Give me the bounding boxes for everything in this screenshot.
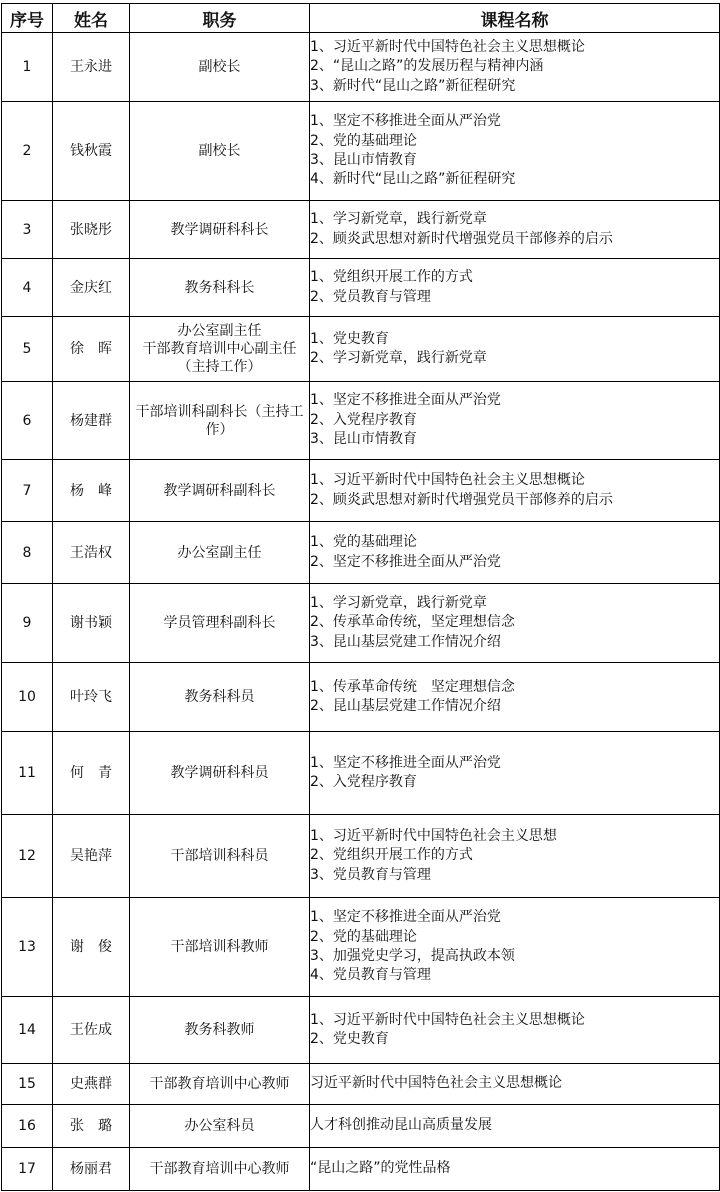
teacher-role-cell [130, 33, 310, 102]
teacher-name: 张 璐 [53, 1105, 130, 1148]
row-number: 12 [2, 815, 53, 898]
row-number: 16 [2, 1105, 53, 1148]
teacher-name: 杨 峰 [53, 460, 130, 522]
teacher-name: 叶玲飞 [53, 663, 130, 732]
course-item: 1、党史教育 [310, 330, 389, 347]
course-list [310, 317, 720, 382]
table-row [2, 584, 720, 663]
course-item: 2、党员教育与管理 [310, 288, 431, 305]
row-number: 3 [2, 201, 53, 259]
teacher-role-cell [130, 460, 310, 522]
teacher-name: 杨建群 [53, 382, 130, 460]
course-list [310, 815, 720, 898]
header-role: 职务 [130, 4, 310, 33]
course-roster-table [1, 3, 720, 1191]
header-row [2, 4, 720, 33]
course-item: 4、新时代“昆山之路”新征程研究 [310, 171, 516, 188]
course-item: 3、昆山基层党建工作情况介绍 [310, 633, 501, 650]
table-row [2, 33, 720, 102]
teacher-name: 王永进 [53, 33, 130, 102]
teacher-role: 副校长 [198, 143, 241, 159]
teacher-name: 钱秋霞 [53, 102, 130, 201]
teacher-name: 何 青 [53, 732, 130, 815]
course-item: 1、传承革命传统 坚定理想信念 [310, 678, 515, 695]
teacher-role-cell [130, 1105, 310, 1148]
course-item: 1、学习新党章，践行新党章 [310, 594, 487, 611]
table-row [2, 460, 720, 522]
course-list [310, 1148, 720, 1191]
course-list [310, 522, 720, 584]
table-row [2, 522, 720, 584]
teacher-name: 王佐成 [53, 997, 130, 1064]
row-number: 4 [2, 259, 53, 317]
row-number: 10 [2, 663, 53, 732]
course-item: 4、党员教育与管理 [310, 967, 431, 984]
teacher-role-cell [130, 382, 310, 460]
course-item: 1、习近平新时代中国特色社会主义思想概论 [310, 1011, 585, 1028]
teacher-role-cell [130, 997, 310, 1064]
table-row [2, 663, 720, 732]
course-item: 1、习近平新时代中国特色社会主义思想概论 [310, 38, 585, 55]
course-list [310, 663, 720, 732]
row-number: 2 [2, 102, 53, 201]
course-item: 人才科创推动昆山高质量发展 [310, 1117, 492, 1134]
table-row [2, 1148, 720, 1191]
row-number: 9 [2, 584, 53, 663]
table-row [2, 815, 720, 898]
course-list [310, 898, 720, 997]
course-item: 1、坚定不移推进全面从严治党 [310, 113, 501, 130]
course-item: 1、党的基础理论 [310, 534, 417, 551]
course-item: 2、传承革命传统，坚定理想信念 [310, 614, 515, 631]
course-item: 3、昆山市情教育 [310, 152, 417, 168]
table-row [2, 317, 720, 382]
header-no: 序号 [2, 4, 53, 33]
teacher-role: 副校长 [198, 59, 241, 75]
teacher-role: 教务科教师 [184, 1022, 255, 1038]
course-item: 2、坚定不移推进全面从严治党 [310, 553, 501, 570]
teacher-role: 干部教育培训中心教师 [149, 1076, 290, 1092]
course-list [310, 460, 720, 522]
teacher-role: 教务科科长 [184, 279, 255, 296]
table-row [2, 259, 720, 317]
course-item: 2、入党程序教育 [310, 774, 417, 790]
course-item: 2、党组织开展工作的方式 [310, 847, 473, 864]
course-list [310, 201, 720, 259]
teacher-role-cell [130, 201, 310, 259]
course-item: 1、习近平新时代中国特色社会主义思想概论 [310, 472, 585, 489]
course-list [310, 1064, 720, 1105]
teacher-name: 史燕群 [53, 1064, 130, 1105]
course-item: 1、坚定不移推进全面从严治党 [310, 392, 501, 409]
teacher-role-cell [130, 898, 310, 997]
course-item: 2、党史教育 [310, 1031, 389, 1047]
table-row [2, 1064, 720, 1105]
row-number: 14 [2, 997, 53, 1064]
teacher-role-cell [130, 259, 310, 317]
course-item: 习近平新时代中国特色社会主义思想概论 [310, 1075, 562, 1092]
teacher-role: 干部培训科科员 [170, 848, 269, 864]
course-item: 2、党的基础理论 [310, 928, 417, 945]
course-item: 1、坚定不移推进全面从严治党 [310, 909, 501, 926]
course-item: 2、党的基础理论 [310, 132, 417, 149]
course-item: 1、习近平新时代中国特色社会主义思想 [310, 827, 557, 844]
row-number: 8 [2, 522, 53, 584]
row-number: 17 [2, 1148, 53, 1191]
teacher-role: 教学调研科副科长 [163, 482, 276, 499]
teacher-role: 干部培训科副科长（主持工作） [135, 403, 304, 438]
roster-body [2, 33, 720, 1191]
teacher-role-cell [130, 1148, 310, 1191]
teacher-role: 干部教育培训中心教师 [149, 1161, 290, 1177]
teacher-role: 教学调研科科长 [170, 221, 269, 238]
table-row [2, 382, 720, 460]
course-list [310, 1105, 720, 1148]
teacher-role: 学员管理科副科长 [163, 615, 276, 631]
course-item: 2、顾炎武思想对新时代增强党员干部修养的启示 [310, 491, 613, 508]
teacher-name: 谢书颖 [53, 584, 130, 663]
row-number: 7 [2, 460, 53, 522]
course-item: 1、党组织开展工作的方式 [310, 269, 473, 286]
course-item: 2、“昆山之路”的发展历程与精神内涵 [310, 58, 544, 75]
course-item: 2、入党程序教育 [310, 411, 417, 428]
teacher-role: 办公室副主任 [177, 544, 262, 561]
course-list [310, 33, 720, 102]
row-number: 13 [2, 898, 53, 997]
course-list [310, 382, 720, 460]
course-item: 1、学习新党章，践行新党章 [310, 211, 487, 228]
course-item: 1、坚定不移推进全面从严治党 [310, 754, 501, 771]
course-item: 3、昆山市情教育 [310, 431, 417, 448]
row-number: 1 [2, 33, 53, 102]
teacher-role: 教务科科员 [184, 689, 255, 705]
table-row [2, 102, 720, 201]
table-row [2, 898, 720, 997]
teacher-role-cell [130, 584, 310, 663]
teacher-role-cell [130, 102, 310, 201]
teacher-role-cell [130, 815, 310, 898]
table-row [2, 732, 720, 815]
teacher-name: 杨丽君 [53, 1148, 130, 1191]
course-item: 3、加强党史学习，提高执政本领 [310, 948, 515, 964]
teacher-name: 张晓彤 [53, 201, 130, 259]
header-courses: 课程名称 [310, 4, 720, 33]
teacher-role: 教学调研科科员 [170, 765, 269, 781]
teacher-role-cell [130, 1064, 310, 1105]
teacher-role-cell [130, 317, 310, 382]
teacher-role: 办公室科员 [184, 1118, 255, 1134]
teacher-role-cell [130, 663, 310, 732]
row-number: 6 [2, 382, 53, 460]
course-item: “昆山之路”的党性品格 [310, 1160, 451, 1177]
teacher-name: 王浩权 [53, 522, 130, 584]
table-row [2, 1105, 720, 1148]
teacher-role: 干部培训科教师 [170, 939, 269, 955]
course-item: 3、党员教育与管理 [310, 866, 431, 883]
course-list [310, 584, 720, 663]
table-row [2, 997, 720, 1064]
course-item: 3、新时代“昆山之路”新征程研究 [310, 77, 516, 94]
course-list [310, 102, 720, 201]
table-row [2, 201, 720, 259]
teacher-name: 吴艳萍 [53, 815, 130, 898]
teacher-role-cell [130, 522, 310, 584]
course-item: 2、昆山基层党建工作情况介绍 [310, 698, 501, 714]
course-list [310, 997, 720, 1064]
row-number: 15 [2, 1064, 53, 1105]
teacher-name: 谢 俊 [53, 898, 130, 997]
course-list [310, 732, 720, 815]
course-item: 2、顾炎武思想对新时代增强党员干部修养的启示 [310, 230, 613, 247]
header-name: 姓名 [53, 4, 130, 33]
teacher-role: 办公室副主任 干部教育培训中心副主任（主持工作） [142, 323, 297, 375]
course-item: 2、学习新党章，践行新党章 [310, 350, 487, 366]
course-list [310, 259, 720, 317]
teacher-role-cell [130, 732, 310, 815]
teacher-name: 徐 晖 [53, 317, 130, 382]
row-number: 11 [2, 732, 53, 815]
row-number: 5 [2, 317, 53, 382]
teacher-name: 金庆红 [53, 259, 130, 317]
